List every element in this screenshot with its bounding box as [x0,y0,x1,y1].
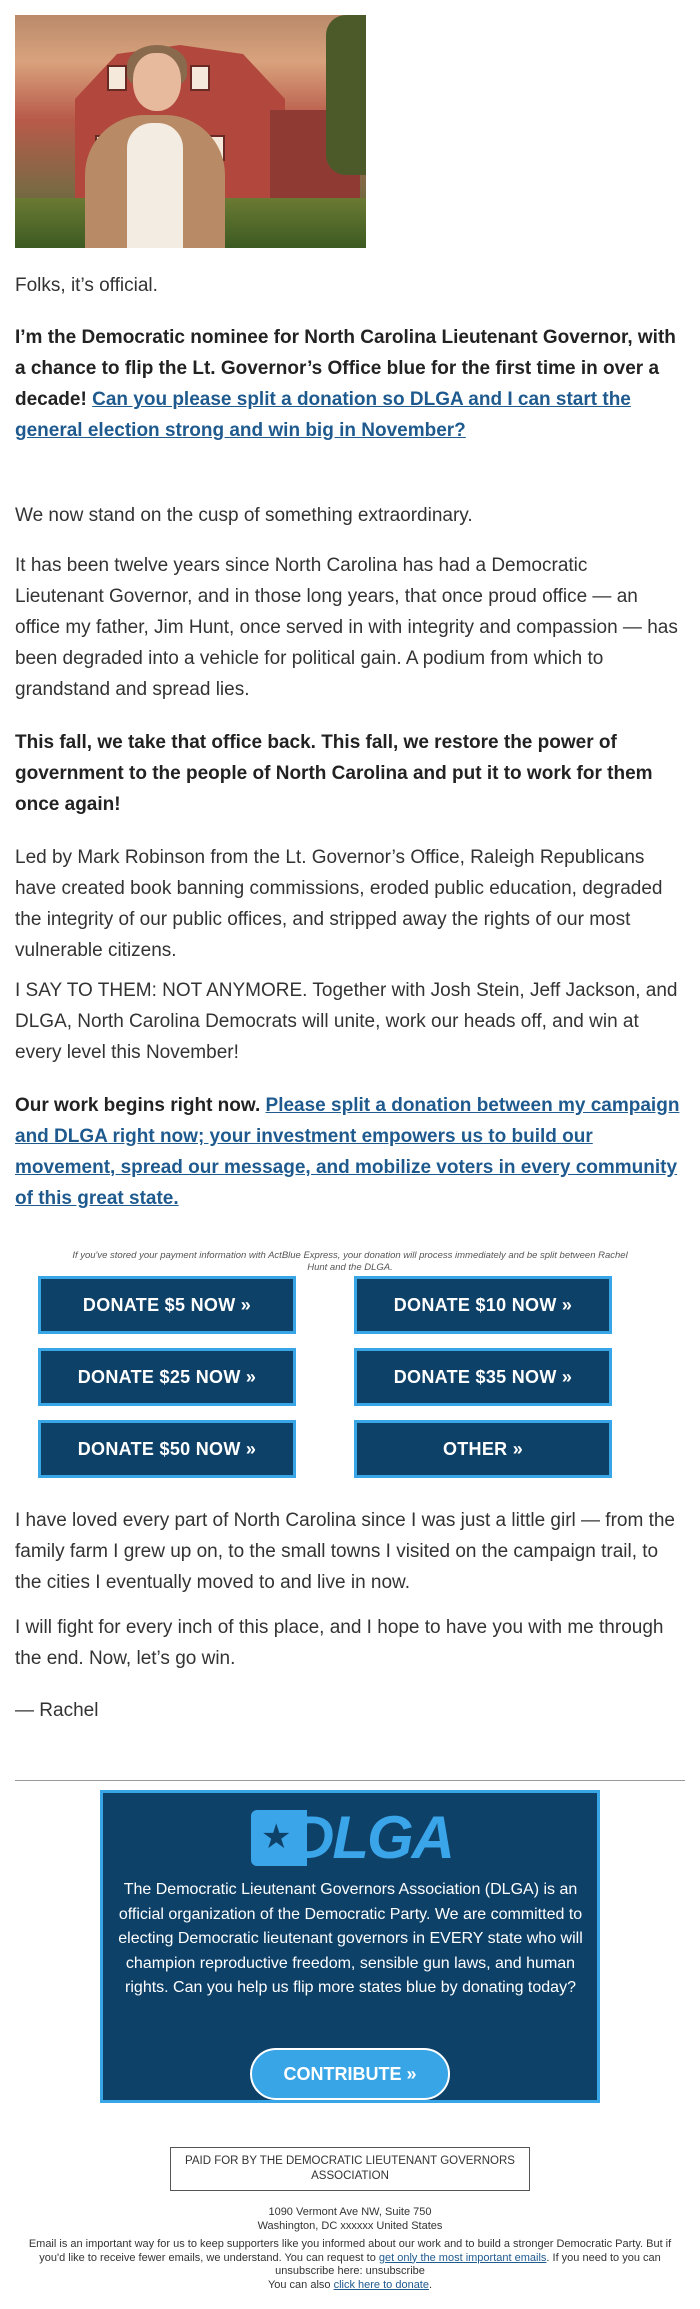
address-line-1: 1090 Vermont Ave NW, Suite 750 [268,2206,432,2218]
work-begins-paragraph [15,1090,680,1214]
take-back-paragraph: This fall, we take that office back. This fall, we restore the power of government to the people of North Carolina and put it to work for them once again! [15,732,653,815]
footer-text: Email is an important way for us to keep supporters like you informed about our work and to build a stronger Democratic Party. But if you'd like to receive fewer emails, we understand. You can request to get only the most important emails. If you need to you can unsubscribe here: unsubscribe You can also click here to donate. [28,2238,672,2291]
split-donation-link[interactable]: Can you please split a donation so DLGA and I can start the general election strong and win big in November? [15,389,631,441]
contribute-button[interactable]: CONTRIBUTE » [250,2048,450,2100]
republicans-paragraph: Led by Mark Robinson from the Lt. Governor’s Office, Raleigh Republicans have created book banning commissions, eroded public education, degraded the integrity of our public offices, and stripped away the rights of our most vulnerable citizens. [15,847,663,961]
donate-35-button[interactable]: DONATE $35 NOW » [354,1348,612,1406]
paid-for-by-box: PAID FOR BY THE DEMOCRATIC LIEUTENANT GOVERNORS ASSOCIATION [170,2147,530,2191]
fight-paragraph: I will fight for every inch of this place, and I hope to have you with me through the end. Now, let’s go win. [15,1617,664,1669]
history-paragraph: It has been twelve years since North Carolina has had a Democratic Lieutenant Governor, and in those long years, that once proud office — an office my father, Jim Hunt, once served in with integrity and compassion — has been degraded into a vehicle for political gain. A podium from which to grandstand and spread lies. [15,555,678,700]
candidate-photo [15,15,366,248]
dlga-logo: ★ DLGA [251,1808,451,1868]
love-nc-paragraph: I have loved every part of North Carolina since I was just a little girl — from the family farm I grew up on, to the small towns I visited on the campaign trail, to the cities I eventually moved to and live in now. [15,1510,675,1593]
dlga-description: The Democratic Lieutenant Governors Association (DLGA) is an official organization of the Democratic Party. We are committed to electing Democratic lieutenant governors in EVERY state who will champion reproductive freedom, sensible gun laws, and human rights. Can you help us flip more states blue by donating today? [118,1881,583,1996]
donate-25-button[interactable]: DONATE $25 NOW » [38,1348,296,1406]
cusp-text: We now stand on the cusp of something extraordinary. [15,505,473,526]
announcement-text: I’m the Democratic nominee for North Carolina Lieutenant Governor, with a chance to flip the Lt. Governor’s Office blue for the first time in over a decade! [15,327,676,410]
donate-50-button[interactable]: DONATE $50 NOW » [38,1420,296,1478]
star-icon: ★ [261,1818,292,1856]
address-line-2: Washington, DC xxxxxx United States [257,2220,443,2232]
address [150,2205,550,2233]
actblue-note: If you've stored your payment information with ActBlue Express, your donation will process immediately and be split between Rachel Hunt and the DLGA. [72,1250,628,1273]
donate-other-button[interactable]: OTHER » [354,1420,612,1478]
intro-text: Folks, it’s official. [15,275,158,296]
divider [15,1780,685,1781]
not-anymore-paragraph: I SAY TO THEM: NOT ANYMORE. Together with Josh Stein, Jeff Jackson, and DLGA, North Carolina Democrats will unite, work our heads off, and win at every level this November! [15,980,678,1063]
work-begins-text: Our work begins right now. [15,1095,261,1116]
dlga-panel [100,1790,600,2103]
announcement-paragraph [15,322,680,446]
donate-5-button[interactable]: DONATE $5 NOW » [38,1276,296,1334]
split-donation-now-link[interactable]: Please split a donation between my campaign and DLGA right now; your investment empowers us to build our movement, spread our message, and mobilize voters in every community of this great state. [15,1095,680,1209]
important-emails-link[interactable]: get only the most important emails [378,2251,547,2264]
donate-10-button[interactable]: DONATE $10 NOW » [354,1276,612,1334]
signoff: — Rachel [15,1700,99,1721]
donate-link[interactable]: click here to donate [333,2278,429,2291]
